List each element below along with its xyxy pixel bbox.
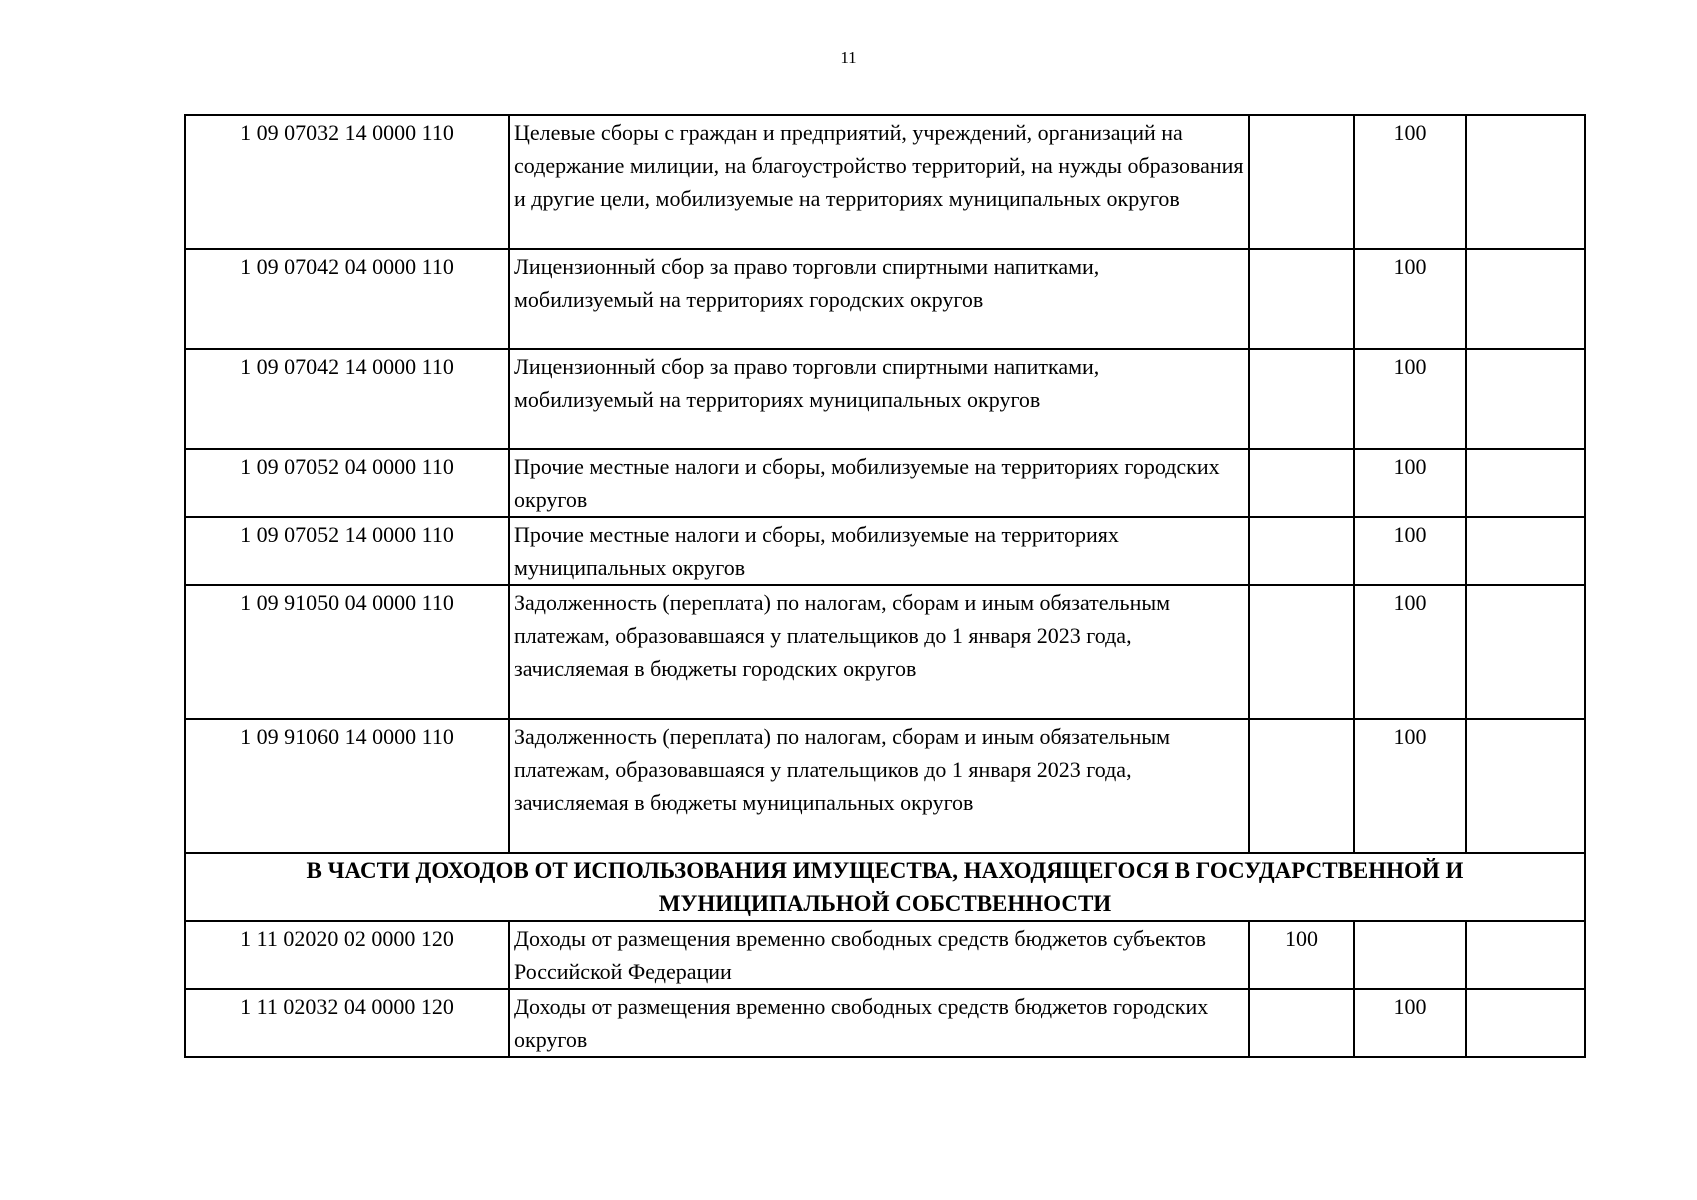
- section-heading: В ЧАСТИ ДОХОДОВ ОТ ИСПОЛЬЗОВАНИЯ ИМУЩЕСТВА, НАХОДЯЩЕГОСЯ В ГОСУДАРСТВЕННОЙ И МУНИЦИПАЛЬНОЙ СОБСТВЕННОСТИ: [185, 853, 1585, 921]
- budget-code: 1 09 07042 14 0000 110: [185, 349, 509, 449]
- page-number: 11: [840, 48, 857, 67]
- share-cell-3: [1466, 249, 1585, 349]
- share-cell-2: 100: [1354, 349, 1466, 449]
- revenue-description: Доходы от размещения временно свободных средств бюджетов городских округов: [509, 989, 1249, 1057]
- share-cell-1: 100: [1249, 921, 1354, 989]
- revenue-description: Лицензионный сбор за право торговли спиртными напитками, мобилизуемый на территориях городских округов: [509, 249, 1249, 349]
- share-cell-1: [1249, 449, 1354, 517]
- revenue-description: Доходы от размещения временно свободных средств бюджетов субъектов Российской Федерации: [509, 921, 1249, 989]
- table-row: [185, 449, 1585, 517]
- revenue-description: Прочие местные налоги и сборы, мобилизуемые на территориях муниципальных округов: [509, 517, 1249, 585]
- budget-code: 1 09 07042 04 0000 110: [185, 249, 509, 349]
- share-cell-3: [1466, 449, 1585, 517]
- budget-code: 1 09 07052 04 0000 110: [185, 449, 509, 517]
- share-cell-2: 100: [1354, 249, 1466, 349]
- share-cell-2: 100: [1354, 449, 1466, 517]
- budget-code: 1 09 91050 04 0000 110: [185, 585, 509, 719]
- share-cell-1: [1249, 989, 1354, 1057]
- share-cell-2: 100: [1354, 585, 1466, 719]
- section-heading-row: [185, 853, 1585, 921]
- revenue-description: Задолженность (переплата) по налогам, сборам и иным обязательным платежам, образовавшаяся у плательщиков до 1 января 2023 года, зачисляемая в бюджеты муниципальных округов: [509, 719, 1249, 853]
- revenue-description: Прочие местные налоги и сборы, мобилизуемые на территориях городских округов: [509, 449, 1249, 517]
- budget-code: 1 09 91060 14 0000 110: [185, 719, 509, 853]
- share-cell-1: [1249, 249, 1354, 349]
- share-cell-2: 100: [1354, 719, 1466, 853]
- budget-code: 1 11 02020 02 0000 120: [185, 921, 509, 989]
- share-cell-1: [1249, 349, 1354, 449]
- share-cell-1: [1249, 719, 1354, 853]
- share-cell-1: [1249, 585, 1354, 719]
- revenue-distribution-table: [184, 114, 1586, 1058]
- share-cell-2: [1354, 921, 1466, 989]
- share-cell-3: [1466, 921, 1585, 989]
- share-cell-1: [1249, 115, 1354, 249]
- table-row: [185, 517, 1585, 585]
- table-row: [185, 921, 1585, 989]
- share-cell-3: [1466, 585, 1585, 719]
- table-row: [185, 115, 1585, 249]
- share-cell-2: 100: [1354, 115, 1466, 249]
- share-cell-3: [1466, 989, 1585, 1057]
- budget-code: 1 11 02032 04 0000 120: [185, 989, 509, 1057]
- share-cell-3: [1466, 115, 1585, 249]
- table-row: [185, 719, 1585, 853]
- budget-code: 1 09 07052 14 0000 110: [185, 517, 509, 585]
- table-row: [185, 585, 1585, 719]
- share-cell-2: 100: [1354, 989, 1466, 1057]
- revenue-description: Задолженность (переплата) по налогам, сборам и иным обязательным платежам, образовавшаяся у плательщиков до 1 января 2023 года, зачисляемая в бюджеты городских округов: [509, 585, 1249, 719]
- share-cell-2: 100: [1354, 517, 1466, 585]
- table-row: [185, 989, 1585, 1057]
- revenue-description: Лицензионный сбор за право торговли спиртными напитками, мобилизуемый на территориях муниципальных округов: [509, 349, 1249, 449]
- share-cell-3: [1466, 349, 1585, 449]
- share-cell-1: [1249, 517, 1354, 585]
- budget-code: 1 09 07032 14 0000 110: [185, 115, 509, 249]
- revenue-description: Целевые сборы с граждан и предприятий, учреждений, организаций на содержание милиции, на благоустройство территорий, на нужды образования и другие цели, мобилизуемые на территориях муниципальных округов: [509, 115, 1249, 249]
- table-row: [185, 349, 1585, 449]
- share-cell-3: [1466, 517, 1585, 585]
- table-row: [185, 249, 1585, 349]
- share-cell-3: [1466, 719, 1585, 853]
